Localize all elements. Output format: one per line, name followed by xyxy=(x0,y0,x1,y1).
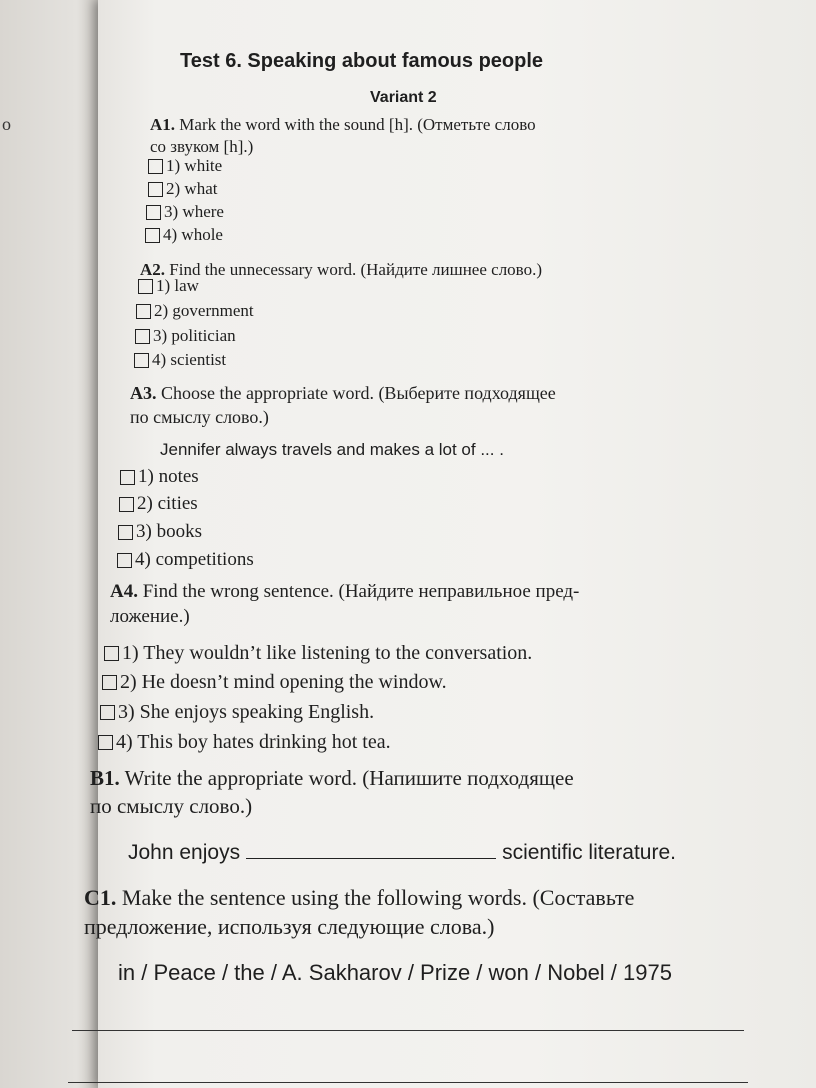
question-a2-label: A2. xyxy=(140,260,166,279)
option-label: 4) This boy hates drinking hot tea. xyxy=(116,731,391,753)
question-a4 xyxy=(110,579,750,629)
option-label: 3) politician xyxy=(153,326,236,345)
a3-option-4[interactable] xyxy=(117,549,254,571)
option-label: 1) notes xyxy=(138,466,199,487)
question-a3-prompt-cont: по смыслу слово.) xyxy=(130,406,269,427)
checkbox[interactable] xyxy=(145,228,160,243)
question-a1-prompt-cont: со звуком [h].) xyxy=(150,137,254,157)
question-b1-label: B1. xyxy=(90,766,120,790)
option-label: 3) books xyxy=(136,521,202,542)
a4-option-3[interactable] xyxy=(100,701,374,724)
question-c1-label: C1. xyxy=(84,885,117,910)
question-a1-prompt: Mark the word with the sound [h]. (Отметьте слово xyxy=(179,115,536,134)
checkbox[interactable] xyxy=(146,205,161,220)
question-c1-prompt: Make the sentence using the following words. (Составьте xyxy=(121,885,635,910)
a1-option-2[interactable] xyxy=(148,179,217,199)
checkbox[interactable] xyxy=(104,646,119,661)
question-c1 xyxy=(84,883,784,941)
question-b1 xyxy=(90,765,770,820)
question-a3-label: A3. xyxy=(130,383,157,403)
checkbox[interactable] xyxy=(102,675,117,690)
worksheet-page xyxy=(84,0,816,1088)
a1-option-1[interactable] xyxy=(148,156,222,176)
question-a1 xyxy=(150,114,710,159)
option-label: 3) where xyxy=(164,202,224,221)
a3-sentence: Jennifer always travels and makes a lot of ... . xyxy=(160,440,504,459)
page-title: Test 6. Speaking about famous people xyxy=(180,50,544,72)
a3-option-1[interactable] xyxy=(120,466,199,488)
a1-option-3[interactable] xyxy=(146,202,224,222)
checkbox[interactable] xyxy=(118,525,133,540)
question-a4-prompt: Find the wrong sentence. (Найдите неправильное пред- xyxy=(142,581,580,602)
option-label: 3) She enjoys speaking English. xyxy=(118,701,375,723)
option-label: 1) white xyxy=(166,156,223,175)
option-label: 1) They wouldn’t like listening to the conversation. xyxy=(122,642,533,664)
b1-sentence-start: John enjoys xyxy=(128,841,241,864)
a2-option-3[interactable] xyxy=(135,326,236,346)
option-label: 2) government xyxy=(154,301,254,320)
b1-sentence xyxy=(128,840,676,865)
a2-option-1[interactable] xyxy=(138,276,199,296)
checkbox[interactable] xyxy=(138,279,153,294)
question-a4-prompt-cont: ложение.) xyxy=(110,606,190,628)
checkbox[interactable] xyxy=(136,304,151,319)
checkbox[interactable] xyxy=(98,735,113,750)
option-label: 4) whole xyxy=(163,225,223,244)
checkbox[interactable] xyxy=(117,553,132,568)
question-a3-prompt: Choose the appropriate word. (Выберите подходящее xyxy=(161,383,556,403)
a2-option-4[interactable] xyxy=(134,350,226,370)
option-label: 2) cities xyxy=(137,493,198,514)
option-label: 4) competitions xyxy=(135,549,254,570)
c1-answer-line-2[interactable] xyxy=(68,1082,748,1083)
b1-sentence-end: scientific literature. xyxy=(502,841,676,864)
question-a2-prompt: Find the unnecessary word. (Найдите лишнее слово.) xyxy=(169,260,543,279)
option-label: 4) scientist xyxy=(152,350,227,369)
question-a3 xyxy=(130,382,730,430)
option-label: 2) He doesn’t mind opening the window. xyxy=(120,671,447,693)
checkbox[interactable] xyxy=(148,159,163,174)
option-label: 1) law xyxy=(156,276,199,295)
checkbox[interactable] xyxy=(120,470,135,485)
option-label: 2) what xyxy=(166,179,218,198)
a2-option-2[interactable] xyxy=(136,301,254,321)
checkbox[interactable] xyxy=(135,329,150,344)
question-b1-prompt-cont: по смыслу слово.) xyxy=(90,793,253,818)
a4-option-4[interactable] xyxy=(98,731,391,754)
a3-option-3[interactable] xyxy=(118,521,202,543)
c1-answer-line-1[interactable] xyxy=(72,1030,744,1031)
checkbox[interactable] xyxy=(134,353,149,368)
question-b1-prompt: Write the appropriate word. (Напишите подходящее xyxy=(124,766,574,790)
a4-option-2[interactable] xyxy=(102,671,447,694)
a3-option-2[interactable] xyxy=(119,493,198,515)
question-a1-label: A1. xyxy=(150,115,176,134)
a4-option-1[interactable] xyxy=(104,642,532,665)
checkbox[interactable] xyxy=(100,705,115,720)
left-page-fragment: о xyxy=(2,114,11,134)
c1-words: in / Peace / the / A. Sakharov / Prize / won / Nobel / 1975 xyxy=(118,960,672,985)
a1-option-4[interactable] xyxy=(145,225,223,245)
question-c1-prompt-cont: предложение, используя следующие слова.) xyxy=(84,914,495,940)
variant-label: Variant 2 xyxy=(370,89,437,106)
checkbox[interactable] xyxy=(148,182,163,197)
b1-answer-blank[interactable] xyxy=(246,840,496,859)
question-a4-label: A4. xyxy=(110,581,138,602)
checkbox[interactable] xyxy=(119,497,134,512)
question-a2 xyxy=(140,259,720,281)
